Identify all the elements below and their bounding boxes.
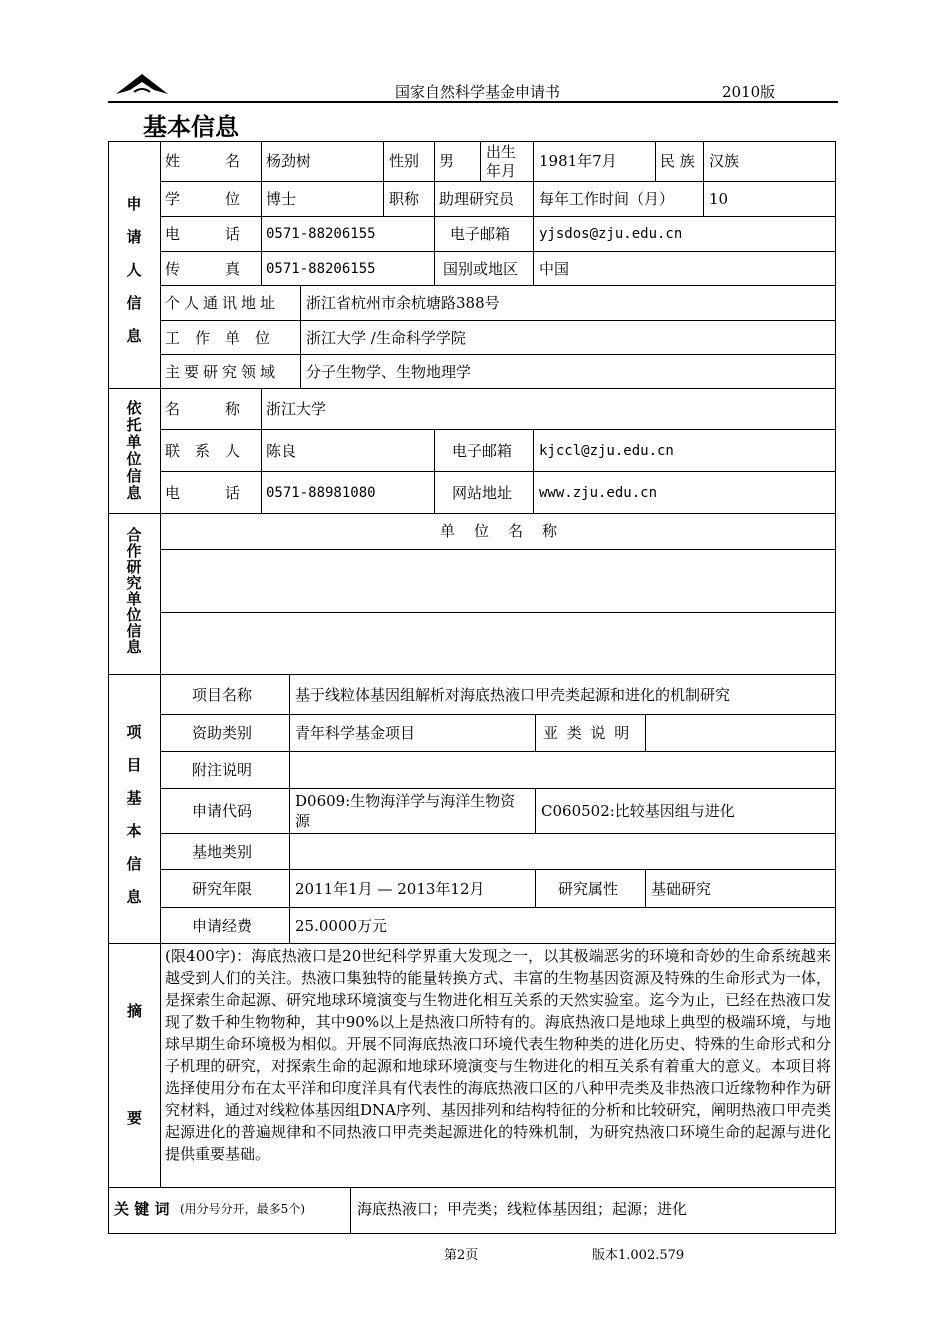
note-label: 附注说明 [192,761,253,779]
host-contact-value: 陈良 [266,442,297,460]
subclass-label: 亚 类 说 明 [543,724,632,742]
address-label: 个人通讯地址 [165,294,280,312]
host-website-value: www.zju.edu.cn [539,485,658,501]
host-section-label: 依 托 单 位 信 息 [126,399,142,502]
email-label: 电子邮箱 [450,225,511,243]
footer-version: 版本1.002.579 [592,1248,685,1263]
abstract-body [165,945,831,1165]
work-time-value: 10 [709,190,729,208]
base-label: 基地类别 [192,843,253,861]
project-name-label: 项目名称 [192,686,253,704]
funding-label: 资助类别 [192,724,253,742]
partner-column-header: 单 位 名 称 [440,522,560,540]
keywords-label: 关 键 词 [114,1200,170,1218]
title-label: 职称 [389,190,420,208]
period-label: 研究年限 [192,880,253,898]
funding-value: 青年科学基金项目 [295,724,416,742]
name-label: 姓 名 [165,152,241,170]
header-edition: 2010版 [722,83,776,101]
research-label: 主要研究领域 [165,363,280,381]
degree-value: 博士 [266,190,297,208]
period-value: 2011年1月 — 2013年12月 [295,880,485,898]
ethnicity-label: 民 族 [660,152,695,170]
table-bottom [108,1233,836,1234]
page-title: 基本信息 [143,113,239,141]
table-top [108,141,836,142]
fax-label: 传 真 [165,260,241,278]
country-label: 国别或地区 [443,260,519,278]
label-column-border [160,141,161,1187]
host-name-value: 浙江大学 [266,400,327,418]
address-value: 浙江省杭州市余杭塘路388号 [306,294,500,312]
keywords-hint: (用分号分开，最多5个) [180,1202,305,1216]
logo-icon [112,70,172,100]
birth-label-2: 年月 [486,162,517,180]
abstract-text: 海底热液口是20世纪科学界重大发现之一，以其极端恶劣的环境和奇妙的生命系统越来越受到人们的关注。热液口集独特的能量转换方式、丰富的生物基因资源及特殊的生命形式为一体，是探索生命起源、研究地球环境演变与生物进化相互关系的天然实验室。迄今为止，已经在热液口发现了数千种生物物种，其中90%以上是热液口所特有的。海底热液口是地球上典型的极端环境，与地球早期生命环境极为相似。开展不同海底热液口环境代表生物种类的进化历史、特殊的生命形式和分子机理的研究，对探索生命的起源和地球环境演变与生物进化的相互关系有着重大的意义。本项目将选择使用分布在太平洋和印度洋具有代表性的海底热液口区的八种甲壳类及非热液口近缘物种作为研究材料，通过对线粒体基因组DNA序列、基因排列和结构特征的分析和比较研究，阐明热液口甲壳类起源进化的普遍规律和不同热液口甲壳类起源进化的特殊机制，为研究热液口环境生命的起源与进化提供重要基础。 [165,947,832,1163]
work-time-label: 每年工作时间（月） [539,190,675,208]
host-phone-label: 电 话 [165,484,241,502]
project-name-value: 基于线粒体基因组解析对海底热液口甲壳类起源和进化的机制研究 [295,686,731,704]
attribute-label: 研究属性 [558,880,619,898]
host-contact-label: 联 系 人 [165,442,241,460]
partner-section-label: 合 作 研 究 单 位 信 息 [126,526,142,656]
fax-value: 0571-88206155 [266,261,376,277]
birth-label-1: 出生 [486,143,517,161]
code1-line2: 源 [295,812,311,830]
attribute-value: 基础研究 [651,880,712,898]
code2-value: C060502:比较基因组与进化 [541,802,735,820]
budget-label: 申请经费 [192,917,253,935]
title-value: 助理研究员 [439,190,515,208]
degree-label: 学 位 [165,190,241,208]
employer-label: 工 作 单 位 [165,329,271,347]
host-name-label: 名 称 [165,400,241,418]
host-email-label: 电子邮箱 [452,442,513,460]
project-section-label: 项 目 基 本 信 息 [126,723,142,906]
country-value: 中国 [539,260,570,278]
host-email-value: kjccl@zju.edu.cn [539,443,674,459]
employer-value: 浙江大学 /生命科学学院 [306,329,466,347]
abstract-limit: (限400字)： [165,947,252,965]
ethnicity-value: 汉族 [709,152,740,170]
keywords-value: 海底热液口；甲壳类；线粒体基因组；起源；进化 [357,1200,688,1218]
footer-page: 第2页 [444,1248,479,1263]
header-title: 国家自然科学基金申请书 [395,83,561,101]
abstract-label-2: 要 [127,1109,143,1127]
code1-line1: D0609:生物海洋学与海洋生物资 [295,792,516,810]
table-right [835,141,836,1234]
host-website-label: 网站地址 [452,484,513,502]
host-phone-value: 0571-88981080 [266,485,376,501]
phone-value: 0571-88206155 [266,226,376,242]
phone-label: 电 话 [165,225,241,243]
budget-value: 25.0000万元 [295,917,388,935]
birth-value: 1981年7月 [539,152,617,170]
applicant-name: 杨劲树 [266,152,312,170]
table-left [108,141,109,1234]
applicant-section-label: 申 请 人 信 息 [126,195,142,345]
gender-label: 性别 [389,152,420,170]
header-rule [108,101,838,103]
abstract-label-1: 摘 [127,1002,143,1020]
code-label: 申请代码 [192,802,253,820]
gender-value: 男 [439,152,455,170]
research-value: 分子生物学、生物地理学 [306,363,472,381]
email-value: yjsdos@zju.edu.cn [539,226,683,242]
